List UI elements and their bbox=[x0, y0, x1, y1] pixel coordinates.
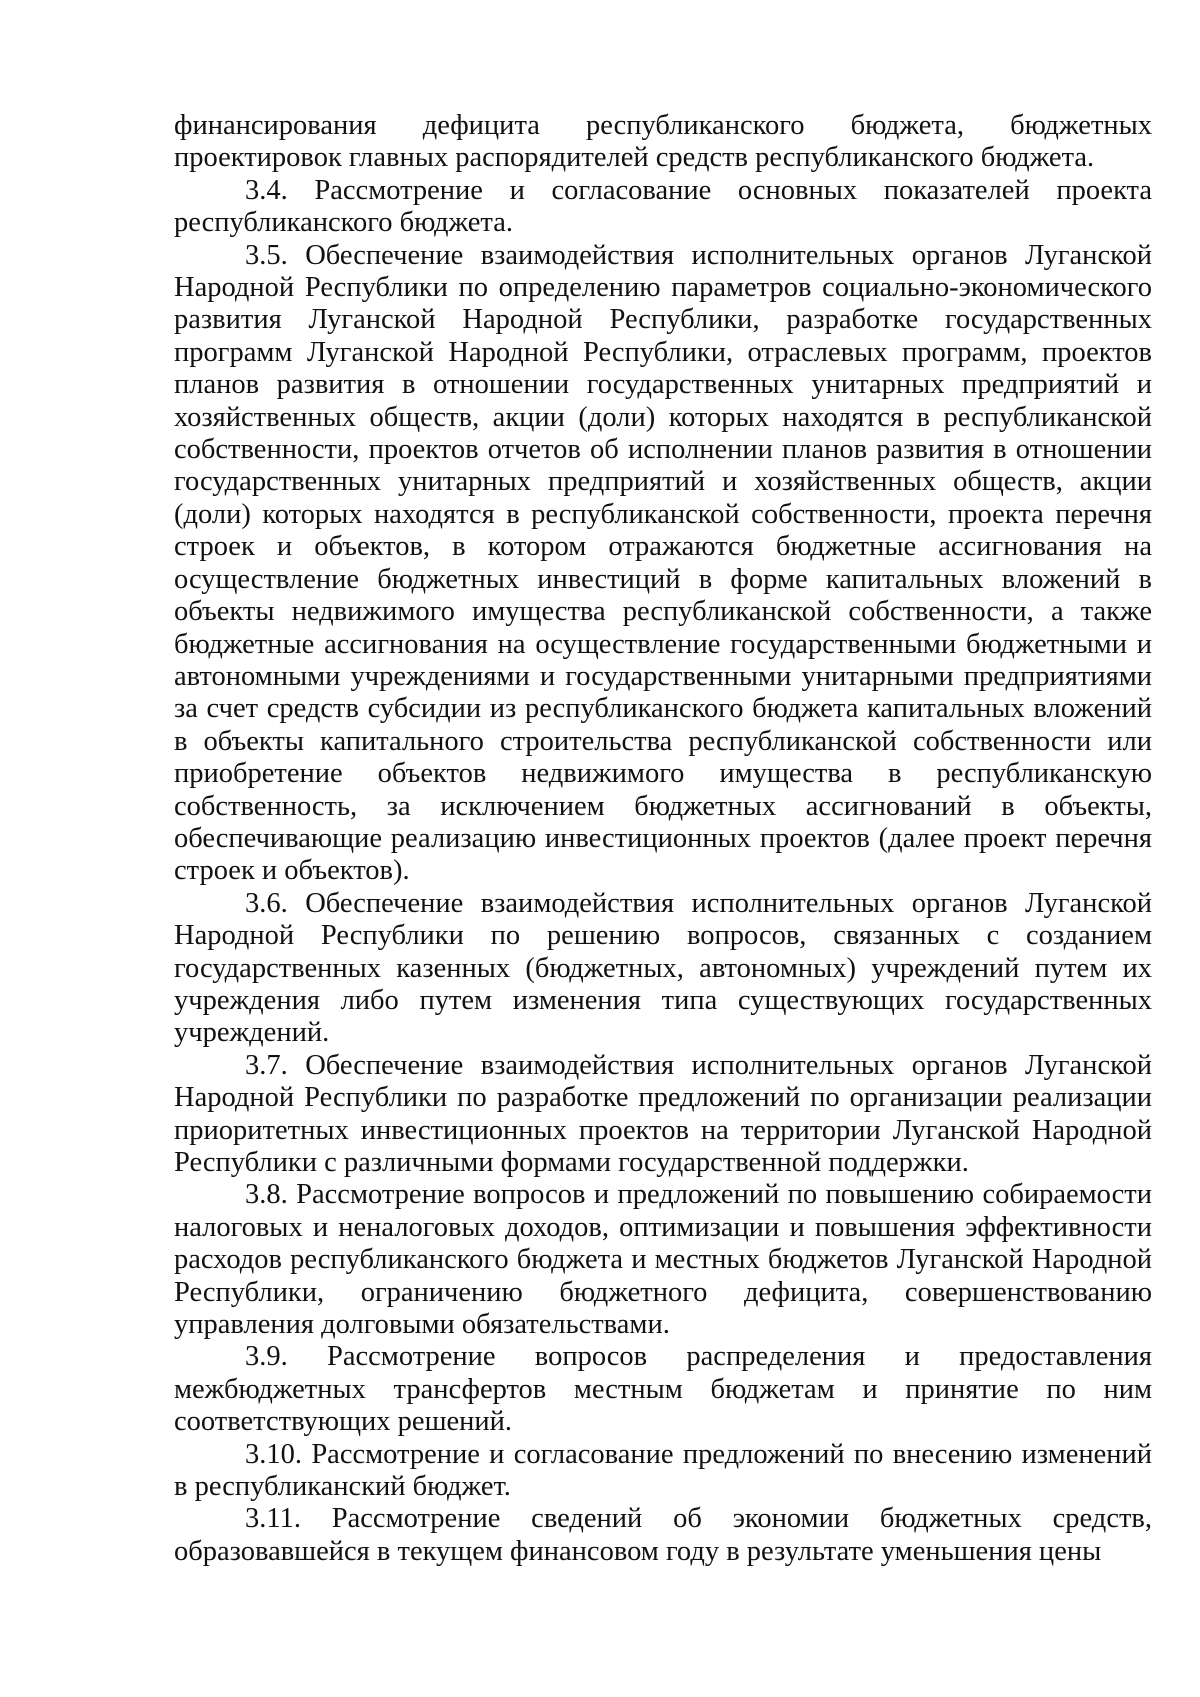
paragraph-number: 3.7. bbox=[245, 1049, 288, 1081]
paragraph-3-11 bbox=[174, 1503, 1152, 1568]
paragraph-3-5 bbox=[174, 240, 1152, 888]
paragraph-number: 3.9. bbox=[245, 1341, 288, 1373]
paragraph-text: Обеспечение взаимодействия исполнительных органов Луганской Народной Республики по определению параметров социально-экономического развития Луганской Народной Республики, разработке государственных программ Луганской Народной Республики, отраслевых программ, проектов планов развития в отношении государственных унитарных предприятий и хозяйственных обществ, акции (доли) которых находятся в республиканской собственности, проектов отчетов об исполнении планов развития в отношении государственных унитарных предприятий и хозяйственных обществ, акции (доли) которых находятся в республиканской собственности, проекта перечня строек и объектов, в котором отражаются бюджетные ассигнования на осуществление бюджетных инвестиций в форме капитальных вложений в объекты недвижимого имущества республиканской собственности, а также бюджетные ассигнования на осуществление государственными бюджетными и автономными учреждениями и государственными унитарными предприятиями за счет средств субсидии из республиканского бюджета капитальных вложений в объекты капитального строительства республиканской собственности или приобретение объектов недвижимого имущества в республиканскую собственность, за исключением бюджетных ассигнований в объекты, обеспечивающие реализацию инвестиционных проектов (далее проект перечня строек и объектов). bbox=[174, 239, 1152, 887]
paragraph-text: Рассмотрение вопросов распределения и предоставления межбюджетных трансфертов местным бюджетам и принятие по ним соответствующих решений. bbox=[174, 1341, 1152, 1438]
paragraph-3-8 bbox=[174, 1179, 1152, 1341]
paragraph-text: Рассмотрение вопросов и предложений по повышению собираемости налоговых и неналоговых доходов, оптимизации и повышения эффективности расходов республиканского бюджета и местных бюджетов Луганской Народной Республики, ограничению бюджетного дефицита, совершенствованию управления долговыми обязательствами. bbox=[174, 1179, 1152, 1341]
paragraph-text: Обеспечение взаимодействия исполнительных органов Луганской Народной Республики по решению вопросов, связанных с созданием государственных казенных (бюджетных, автономных) учреждений путем их учреждения либо путем изменения типа существующих государственных учреждений. bbox=[174, 887, 1152, 1049]
paragraph-text: Рассмотрение и согласование предложений по внесению изменений в республиканский бюджет. bbox=[174, 1438, 1152, 1503]
paragraph-3-4 bbox=[174, 175, 1152, 240]
paragraph-3-9 bbox=[174, 1341, 1152, 1438]
paragraph-number: 3.8. bbox=[245, 1179, 288, 1211]
paragraph-number: 3.6. bbox=[245, 887, 288, 919]
paragraph-text: финансирования дефицита республиканского бюджета, бюджетных проектировок главных распорядителей средств республиканского бюджета. bbox=[174, 110, 1152, 174]
paragraph-number: 3.5. bbox=[245, 239, 288, 271]
paragraph-3-7 bbox=[174, 1050, 1152, 1180]
paragraph-3-6 bbox=[174, 888, 1152, 1050]
document-page bbox=[174, 110, 1152, 1568]
paragraph-number: 3.11. bbox=[245, 1503, 301, 1535]
paragraph-number: 3.10. bbox=[245, 1438, 302, 1470]
paragraph-number: 3.4. bbox=[245, 174, 288, 206]
paragraph-continuation bbox=[174, 110, 1152, 175]
paragraph-text: Рассмотрение сведений об экономии бюджетных средств, образовавшейся в текущем финансовом году в результате уменьшения цены bbox=[174, 1503, 1152, 1567]
paragraph-text: Рассмотрение и согласование основных показателей проекта республиканского бюджета. bbox=[174, 174, 1152, 239]
paragraph-3-10 bbox=[174, 1439, 1152, 1504]
paragraph-text: Обеспечение взаимодействия исполнительных органов Луганской Народной Республики по разработке предложений по организации реализации приоритетных инвестиционных проектов на территории Луганской Народной Республики с различными формами государственной поддержки. bbox=[174, 1049, 1152, 1178]
